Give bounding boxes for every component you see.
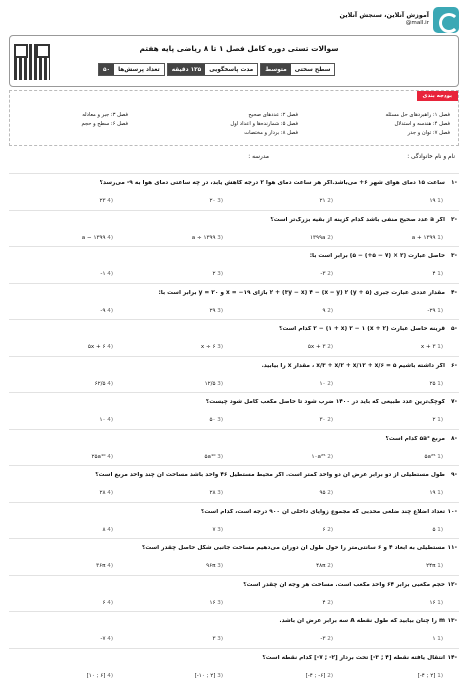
question-item bbox=[9, 392, 459, 429]
topic-budget-box bbox=[9, 90, 459, 146]
option-1[interactable] bbox=[432, 417, 443, 423]
option-number: (1 bbox=[437, 563, 443, 569]
option-number: (2 bbox=[327, 271, 333, 277]
question-options bbox=[13, 563, 443, 573]
option-value: ۶ bbox=[102, 599, 106, 606]
option-number: (4 bbox=[107, 490, 113, 496]
option-number: (4 bbox=[107, 636, 113, 642]
option-3[interactable] bbox=[209, 490, 223, 496]
chip-duration bbox=[167, 63, 259, 76]
question-item bbox=[9, 502, 459, 539]
option-1[interactable] bbox=[429, 600, 443, 606]
option-value: ۷- bbox=[100, 636, 106, 642]
option-number: (2 bbox=[327, 198, 333, 204]
option-1[interactable] bbox=[432, 636, 443, 642]
option-value: ۸ bbox=[102, 526, 106, 533]
option-number: (1 bbox=[437, 672, 443, 679]
student-info-row bbox=[13, 154, 455, 164]
option-number: (4 bbox=[107, 234, 113, 241]
topic-item: فصل ۴: هندسه و استدلال bbox=[394, 121, 450, 127]
option-2[interactable] bbox=[322, 308, 333, 314]
exam-info-chips bbox=[98, 63, 335, 76]
option-number: (1 bbox=[437, 380, 443, 387]
option-3[interactable] bbox=[201, 344, 223, 350]
question-number: -۲ bbox=[451, 216, 457, 223]
option-value: [۶ ; ۱۰] bbox=[86, 672, 106, 679]
option-value: ۲۱ bbox=[319, 198, 326, 204]
school-label[interactable]: مدرسه : bbox=[248, 154, 269, 160]
option-number: (3 bbox=[217, 490, 223, 496]
option-value: ۵x + ۳ bbox=[307, 344, 326, 350]
option-number: (3 bbox=[217, 198, 223, 204]
option-value: ۱۶ bbox=[209, 599, 216, 606]
option-2[interactable] bbox=[320, 271, 333, 277]
question-number: -۹ bbox=[451, 472, 457, 478]
question-number: -۶ bbox=[451, 362, 457, 369]
option-3[interactable] bbox=[205, 381, 223, 387]
option-value: ۱۰ bbox=[319, 380, 326, 387]
option-value: ۲۰ bbox=[209, 198, 216, 204]
topic-item: فصل ۶: سطح و حجم bbox=[81, 121, 128, 127]
option-value: ۲۹ bbox=[209, 307, 216, 314]
option-value: ۱۰a²⁵ bbox=[311, 453, 326, 460]
option-value: ۳۶π bbox=[96, 563, 106, 569]
option-number: (3 bbox=[217, 380, 223, 387]
option-number: (4 bbox=[107, 307, 113, 314]
question-text: مقدار عددی عبارت جبری (۵ + y) ۲ + (۳y − x) ۴ − (x ‒ y) ۲ بازای ۱۹− = x و ۲۰ = y برابر است با: bbox=[158, 289, 445, 296]
option-2[interactable] bbox=[322, 600, 333, 606]
option-value: [۲ ; ۴-] bbox=[417, 672, 436, 679]
option-value: ۴ bbox=[432, 271, 436, 277]
option-value: ۴۸π bbox=[316, 563, 326, 569]
topic-item: فصل ۲: عددهای صحیح bbox=[248, 112, 298, 118]
question-text: مستطیلی به ابعاد ۴ و ۶ سانتی‌متر را حول طول آن دوران می‌دهیم مساحت جانبی شکل حاصل چقدر است؟ bbox=[141, 545, 445, 551]
question-text: اگر a عدد صحیح منفی باشد کدام گزینه از بقیه بزرگ‌تر است؟ bbox=[270, 216, 445, 223]
option-2[interactable] bbox=[319, 381, 333, 387]
option-1[interactable] bbox=[429, 490, 443, 496]
question-number: -۸ bbox=[451, 435, 457, 442]
option-number: (1 bbox=[437, 234, 443, 241]
option-number: (4 bbox=[107, 380, 113, 387]
option-1[interactable] bbox=[429, 381, 443, 387]
exam-header bbox=[9, 35, 459, 87]
option-number: (3 bbox=[217, 344, 223, 350]
option-1[interactable] bbox=[426, 563, 443, 569]
question-options bbox=[13, 235, 443, 245]
topic-column-3 bbox=[81, 111, 128, 129]
chip-key: تعداد پرسش‌ها bbox=[118, 66, 160, 73]
option-value: ۹- bbox=[100, 307, 106, 314]
option-number: (2 bbox=[327, 563, 333, 569]
question-text: تعداد اضلاع چند ضلعی محدبی که مجموع زوایای داخلی آن ۹۰۰ درجه است، کدام است؟ bbox=[201, 508, 445, 515]
option-4[interactable] bbox=[95, 381, 113, 387]
option-value: ۵ bbox=[432, 526, 436, 533]
option-value: ۵x + ۶ bbox=[87, 344, 106, 350]
option-2[interactable] bbox=[306, 673, 333, 679]
question-options bbox=[13, 527, 443, 537]
option-number: (2 bbox=[327, 599, 333, 606]
brand bbox=[339, 7, 459, 35]
option-number: (1 bbox=[437, 453, 443, 460]
question-number: -۷ bbox=[451, 399, 457, 405]
question-number: -۱ bbox=[451, 180, 457, 186]
option-3[interactable] bbox=[209, 308, 223, 314]
question-item bbox=[9, 429, 459, 466]
option-4[interactable] bbox=[102, 527, 113, 533]
option-number: (3 bbox=[217, 307, 223, 314]
option-number: (3 bbox=[217, 636, 223, 642]
option-4[interactable] bbox=[99, 490, 113, 496]
option-number: (2 bbox=[327, 417, 333, 423]
option-number: (4 bbox=[107, 563, 113, 569]
option-3[interactable] bbox=[209, 417, 223, 423]
option-value: ۹۶π bbox=[206, 563, 216, 569]
question-item bbox=[9, 210, 459, 247]
option-4[interactable] bbox=[92, 454, 113, 460]
topic-column-2 bbox=[230, 111, 298, 138]
question-item bbox=[9, 319, 459, 356]
option-3[interactable] bbox=[205, 454, 223, 460]
chip-value: ۵۰ bbox=[99, 64, 114, 75]
option-value: ۱۰ bbox=[99, 417, 106, 423]
option-4[interactable] bbox=[100, 271, 113, 277]
option-value: ۱۹ bbox=[429, 198, 436, 204]
question-item bbox=[9, 575, 459, 612]
question-text: انتقال یافته نقطه [۴ ; ۳-] تحت بردار [۲- ; ۷-] کدام نقطه است؟ bbox=[262, 654, 445, 661]
option-number: (1 bbox=[437, 490, 443, 496]
option-number: (1 bbox=[437, 307, 443, 314]
option-number: (2 bbox=[327, 526, 333, 533]
brand-logo-icon bbox=[433, 7, 459, 33]
option-number: (1 bbox=[437, 417, 443, 423]
option-1[interactable] bbox=[412, 235, 443, 241]
option-3[interactable] bbox=[209, 600, 223, 606]
option-4[interactable] bbox=[87, 673, 113, 679]
option-number: (1 bbox=[437, 636, 443, 642]
option-3[interactable] bbox=[195, 673, 223, 679]
chip-value: متوسط bbox=[261, 64, 291, 75]
option-2[interactable] bbox=[319, 490, 333, 496]
option-value: ۶۲/۵ bbox=[94, 380, 106, 387]
question-text: حاصل عبارت (۲ × (۷ − ۵+) − ۵) برابر است با: bbox=[309, 253, 445, 259]
option-number: (1 bbox=[437, 271, 443, 277]
option-4[interactable] bbox=[99, 417, 113, 423]
option-number: (4 bbox=[107, 453, 113, 460]
chip-difficulty bbox=[260, 63, 335, 76]
option-value: ۳- bbox=[320, 271, 326, 277]
question-options bbox=[13, 417, 443, 427]
option-3[interactable] bbox=[212, 271, 223, 277]
option-2[interactable] bbox=[310, 235, 333, 241]
option-value: [۲ ; ۱۰-] bbox=[194, 672, 216, 679]
question-item bbox=[9, 465, 459, 502]
option-value: ۲۸ bbox=[99, 490, 106, 496]
option-number: (4 bbox=[107, 417, 113, 423]
exam-page bbox=[9, 7, 459, 683]
option-number: (1 bbox=[437, 198, 443, 204]
option-4[interactable] bbox=[100, 308, 113, 314]
qr-code-icon bbox=[14, 44, 50, 80]
option-value: ۲۹- bbox=[427, 307, 436, 314]
question-item bbox=[9, 283, 459, 320]
option-1[interactable] bbox=[425, 454, 443, 460]
option-2[interactable] bbox=[320, 636, 333, 642]
option-1[interactable] bbox=[432, 527, 443, 533]
question-number: -۱۲ bbox=[447, 581, 457, 588]
option-2[interactable] bbox=[319, 417, 333, 423]
question-item bbox=[9, 648, 459, 685]
option-value: ۲ bbox=[432, 417, 436, 423]
option-value: ۵a¹⁰ bbox=[204, 453, 216, 460]
question-item bbox=[9, 173, 459, 210]
option-4[interactable] bbox=[102, 600, 113, 606]
question-options bbox=[13, 636, 443, 646]
option-2[interactable] bbox=[308, 344, 333, 350]
question-number: -۱۴ bbox=[447, 654, 457, 661]
option-2[interactable] bbox=[322, 527, 333, 533]
question-options bbox=[13, 381, 443, 391]
option-number: (4 bbox=[107, 526, 113, 533]
option-value: ۱۳۹۹ + a bbox=[411, 234, 436, 241]
option-value: ۳- bbox=[320, 636, 326, 642]
option-value: [۶- ; ۴-] bbox=[305, 672, 326, 679]
option-value: ۱- bbox=[100, 271, 106, 277]
option-4[interactable] bbox=[88, 344, 113, 350]
option-value: ۶ bbox=[322, 526, 326, 533]
student-name-label[interactable]: نام و نام خانوادگی : bbox=[407, 154, 455, 160]
option-1[interactable] bbox=[432, 271, 443, 277]
chip-question-count bbox=[98, 63, 165, 76]
option-value: ۱۳۹۹a bbox=[310, 234, 326, 241]
question-options bbox=[13, 308, 443, 318]
option-value: ۱ bbox=[432, 636, 436, 642]
question-number: -۴ bbox=[451, 289, 457, 296]
question-options bbox=[13, 198, 443, 208]
chip-value: ۱۲۵ دقیقه bbox=[168, 64, 205, 75]
option-number: (2 bbox=[327, 490, 333, 496]
option-number: (4 bbox=[107, 271, 113, 277]
chip-key: سطح سختی bbox=[294, 66, 331, 73]
topic-item: فصل ۷: توان و جذر bbox=[407, 130, 450, 136]
question-options bbox=[13, 271, 443, 281]
topic-budget-tag: بودجه بندی bbox=[417, 91, 458, 101]
option-value: ۷ bbox=[212, 526, 216, 533]
question-text: اگر داشته باشیم ۵ = x/۳ + x/۲ + x/۱۲ + x/۶ ، مقدار x را بیابید. bbox=[261, 362, 445, 369]
topic-item: فصل ۳: جبر و معادله bbox=[82, 112, 128, 118]
option-number: (2 bbox=[327, 672, 333, 679]
option-1[interactable] bbox=[418, 673, 443, 679]
option-value: ۲۸ bbox=[209, 490, 216, 496]
option-value: ۵۰ bbox=[209, 417, 216, 423]
option-2[interactable] bbox=[312, 454, 333, 460]
option-4[interactable] bbox=[100, 636, 113, 642]
option-value: ۲۴π bbox=[426, 563, 436, 569]
option-number: (2 bbox=[327, 453, 333, 460]
question-text: مربع ۵a⁵ کدام است؟ bbox=[385, 435, 445, 442]
option-value: ۳ bbox=[212, 636, 216, 642]
option-value: ۴ bbox=[322, 599, 326, 606]
option-value: ۲۳ bbox=[99, 198, 106, 204]
option-value: ۱۳۹۹ − a bbox=[81, 234, 106, 241]
option-number: (2 bbox=[327, 307, 333, 314]
option-4[interactable] bbox=[99, 198, 113, 204]
option-number: (3 bbox=[217, 563, 223, 569]
option-1[interactable] bbox=[421, 344, 443, 350]
option-number: (4 bbox=[107, 344, 113, 350]
option-2[interactable] bbox=[316, 563, 333, 569]
topic-column-1 bbox=[386, 111, 450, 138]
option-value: ۲ bbox=[212, 271, 216, 277]
question-options bbox=[13, 600, 443, 610]
question-number: -۱۳ bbox=[447, 618, 457, 624]
option-number: (2 bbox=[327, 234, 333, 241]
topic-item: فصل ۱: راهبردهای حل مسئله bbox=[385, 112, 450, 118]
option-number: (3 bbox=[217, 417, 223, 423]
question-text: ساعت ۱۵ دمای هوای شهر ۶+ می‌باشد.اگر هر ساعت دمای هوا ۲ درجه کاهش یابد، در چه ساعتی دمای هوا به ۹- می‌رسد؟ bbox=[99, 180, 445, 186]
question-options bbox=[13, 454, 443, 464]
option-3[interactable] bbox=[212, 527, 223, 533]
option-number: (4 bbox=[107, 599, 113, 606]
option-number: (3 bbox=[217, 526, 223, 533]
option-value: ۳۰ bbox=[319, 417, 326, 423]
option-1[interactable] bbox=[427, 308, 443, 314]
question-text: کوچک‌ترین عدد طبیعی که باید در ۱۴۰۰ ضرب شود تا حاصل مکعب کامل شود چیست؟ bbox=[205, 399, 445, 405]
question-number: -۳ bbox=[451, 253, 457, 259]
question-text: حجم مکعبی برابر ۶۴ واحد مکعب است. مساحت هر وجه آن چقدر است؟ bbox=[243, 581, 445, 588]
option-value: ۱۲/۵ bbox=[204, 380, 216, 387]
question-item bbox=[9, 611, 459, 648]
option-3[interactable] bbox=[192, 235, 223, 241]
option-3[interactable] bbox=[209, 198, 223, 204]
question-options bbox=[13, 673, 443, 683]
option-value: ۱۳۹۹ ÷ a bbox=[191, 234, 216, 241]
option-3[interactable] bbox=[206, 563, 223, 569]
option-4[interactable] bbox=[82, 235, 113, 241]
option-4[interactable] bbox=[96, 563, 113, 569]
option-number: (3 bbox=[217, 234, 223, 241]
option-value: x + ۳ bbox=[420, 344, 436, 350]
topic-item: فصل ۸: بردار و مختصات bbox=[244, 130, 298, 136]
question-item bbox=[9, 356, 459, 393]
brand-name: آموزش آنلاین، سنجش آنلاین bbox=[339, 11, 429, 19]
question-text: قرینه حاصل عبارت (x + ۲) ۲ − (۱ + x) ۲ − ۱ کدام است؟ bbox=[279, 326, 445, 332]
option-number: (4 bbox=[107, 198, 113, 204]
option-1[interactable] bbox=[429, 198, 443, 204]
option-number: (2 bbox=[327, 380, 333, 387]
option-value: ۲۵a¹⁰ bbox=[91, 453, 106, 460]
question-text: طول مستطیلی از دو برابر عرض آن دو واحد کمتر است. اگر محیط مستطیل ۴۶ واحد باشد مساحت آن چند واحد مربع است؟ bbox=[95, 472, 445, 478]
option-number: (3 bbox=[217, 599, 223, 606]
option-number: (3 bbox=[217, 453, 223, 460]
option-number: (1 bbox=[437, 344, 443, 350]
option-3[interactable] bbox=[212, 636, 223, 642]
question-number: -۵ bbox=[451, 326, 457, 332]
option-value: ۱۶ bbox=[429, 599, 436, 606]
option-number: (3 bbox=[217, 672, 223, 679]
option-number: (1 bbox=[437, 526, 443, 533]
option-value: ۲۵ bbox=[429, 380, 436, 387]
brand-site[interactable]: @mall.ir bbox=[405, 20, 429, 26]
exam-title: سوالات تستی دوره کامل فصل ۱ تا ۸ ریاضی پایه هفتم bbox=[139, 44, 339, 53]
option-number: (3 bbox=[217, 271, 223, 277]
option-number: (2 bbox=[327, 344, 333, 350]
option-number: (2 bbox=[327, 636, 333, 642]
question-item bbox=[9, 538, 459, 575]
question-number: -۱۱ bbox=[447, 545, 457, 551]
option-value: x ÷ ۶ bbox=[200, 344, 216, 350]
question-text: m را چنان بیابید که طول نقطه A سه برابر عرض آن باشد. bbox=[279, 618, 445, 624]
option-number: (1 bbox=[437, 599, 443, 606]
question-item bbox=[9, 246, 459, 283]
question-options bbox=[13, 344, 443, 354]
question-options bbox=[13, 490, 443, 500]
option-value: ۵a²⁵ bbox=[424, 453, 436, 460]
question-number: -۱۰ bbox=[447, 508, 457, 515]
option-value: ۹۵ bbox=[319, 490, 326, 496]
chip-key: مدت پاسخگویی bbox=[209, 66, 254, 73]
option-number: (4 bbox=[107, 672, 113, 679]
topic-item: فصل ۵: شمارنده‌ها و اعداد اول bbox=[230, 121, 298, 127]
option-value: ۱۹ bbox=[429, 490, 436, 496]
option-value: ۹ bbox=[322, 307, 326, 314]
option-2[interactable] bbox=[319, 198, 333, 204]
